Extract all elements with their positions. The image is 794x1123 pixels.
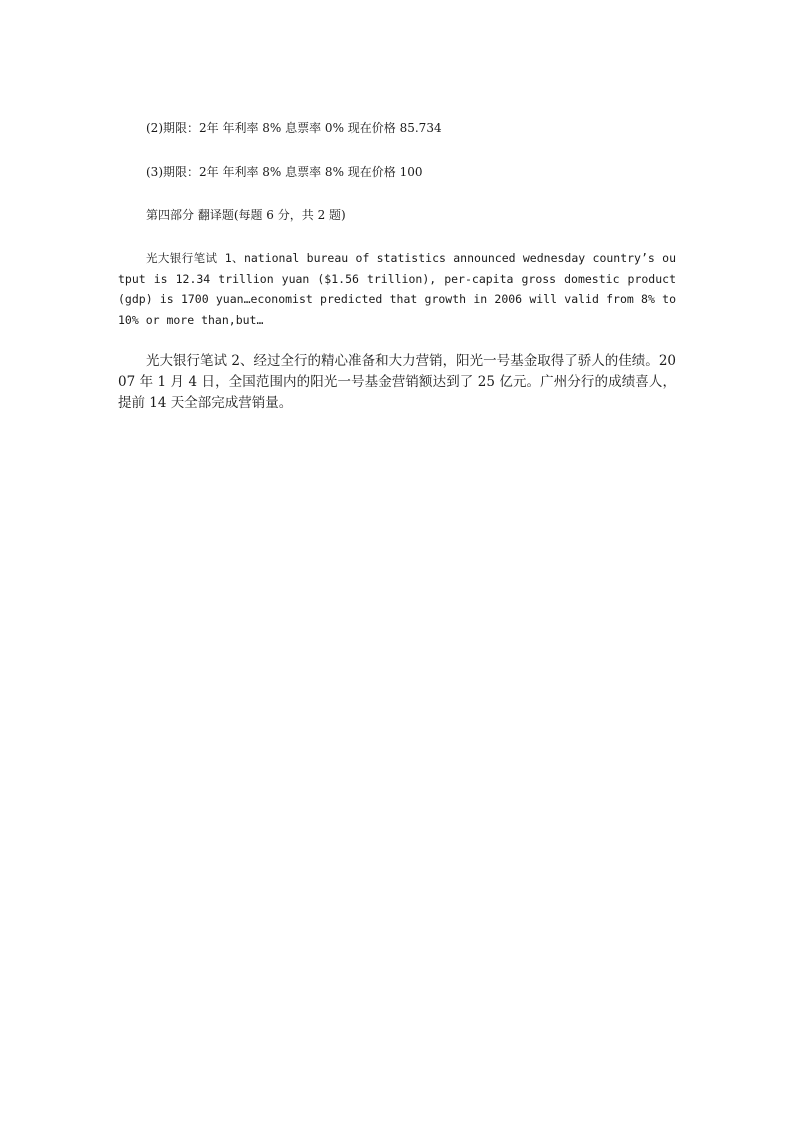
section-heading: 第四部分 翻译题(每题 6 分，共 2 题) <box>146 208 346 222</box>
bond-option-2: (2)期限：2年 年利率 8% 息票率 0% 现在价格 85.734 <box>146 121 442 135</box>
translation-question-1: 光大银行笔试 1、national bureau of statistics announced wednesday country’s output is 12.34 trillion yuan ($1.56 trillion), per-capita gross domestic product(gdp) is 1700 yuan…economist predicted that growth in 2006 will valid from 8% to 10% or more than,but… <box>118 251 676 327</box>
document-body <box>118 118 676 414</box>
bond-option-3: (3)期限：2年 年利率 8% 息票率 8% 现在价格 100 <box>146 165 423 179</box>
translation-question-2: 光大银行笔试 2、经过全行的精心准备和大力营销，阳光一号基金取得了骄人的佳绩。2007 年 1 月 4 日，全国范围内的阳光一号基金营销额达到了 25 亿元。广州分行的成绩喜人，提前 14 天全部完成营销量。 <box>118 353 676 411</box>
